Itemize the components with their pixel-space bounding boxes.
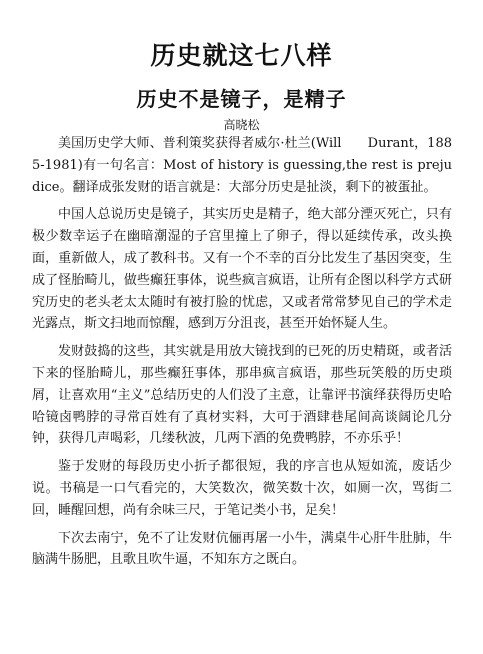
body-text [32, 133, 452, 577]
paragraph: 下次去南宁，免不了让发财伉俪再屠一小牛，满桌牛心肝牛肚肺，牛脑满牛肠肥，且歌且吹牛逼，不知东方之既白。 [32, 530, 452, 568]
paragraph: 美国历史学大师、普利策奖获得者威尔·杜兰(Will Durant，1885-1981)有一句名言：Most of history is guessing,the rest is prejudice。翻译成张发财的语言就是：大部分历史是扯淡，剩下的被蛋扯。 [32, 136, 452, 195]
paragraph: 发财鼓捣的这些，其实就是用放大镜找到的已死的历史精斑，或者活下来的怪胎畸儿，那些癫狂事体，那串疯言疯语，那些玩笑般的历史琐屑，让喜欢用“主义”总结历史的人们没了主意，让靠评书演绎获得历史哈哈镜卤鸭脖的寻常百姓有了真材实料，大可于酒肆巷尾间高谈阔论几分钟，获得几声喝彩，几缕秋波，几两下酒的免费鸭脖，不亦乐乎！ [32, 344, 452, 447]
document-title: 历史就这七八样 [150, 41, 333, 70]
paragraph: 中国人总说历史是镜子，其实历史是精子，绝大部分湮灭死亡，只有极少数幸运子在幽暗潮湿的子宫里撞上了卵子，得以延续传承，改头换面，重新做人，成了教科书。又有一个不幸的百分比发生了基因突变，生成了怪胎畸儿，做些癫狂事体，说些疯言疯语，让所有企图以科学方式研究历史的老头老太太随时有被打脸的忧虑，又或者常常梦见自己的学术走光露点，斯文扫地而惊醒，感到万分沮丧，甚至开始怀疑人生。 [32, 207, 452, 332]
paragraph: 鉴于发财的每段历史小折子都很短，我的序言也从短如流，废话少说。书稿是一口气看完的，大笑数次，微笑数十次，如厕一次，骂街二回，睡醒回想，尚有余味三尺，于笔记类小书，足矣！ [32, 459, 452, 518]
document-subtitle: 历史不是镜子，是精子 [136, 87, 347, 111]
author-name: 高晓松 [223, 118, 260, 132]
